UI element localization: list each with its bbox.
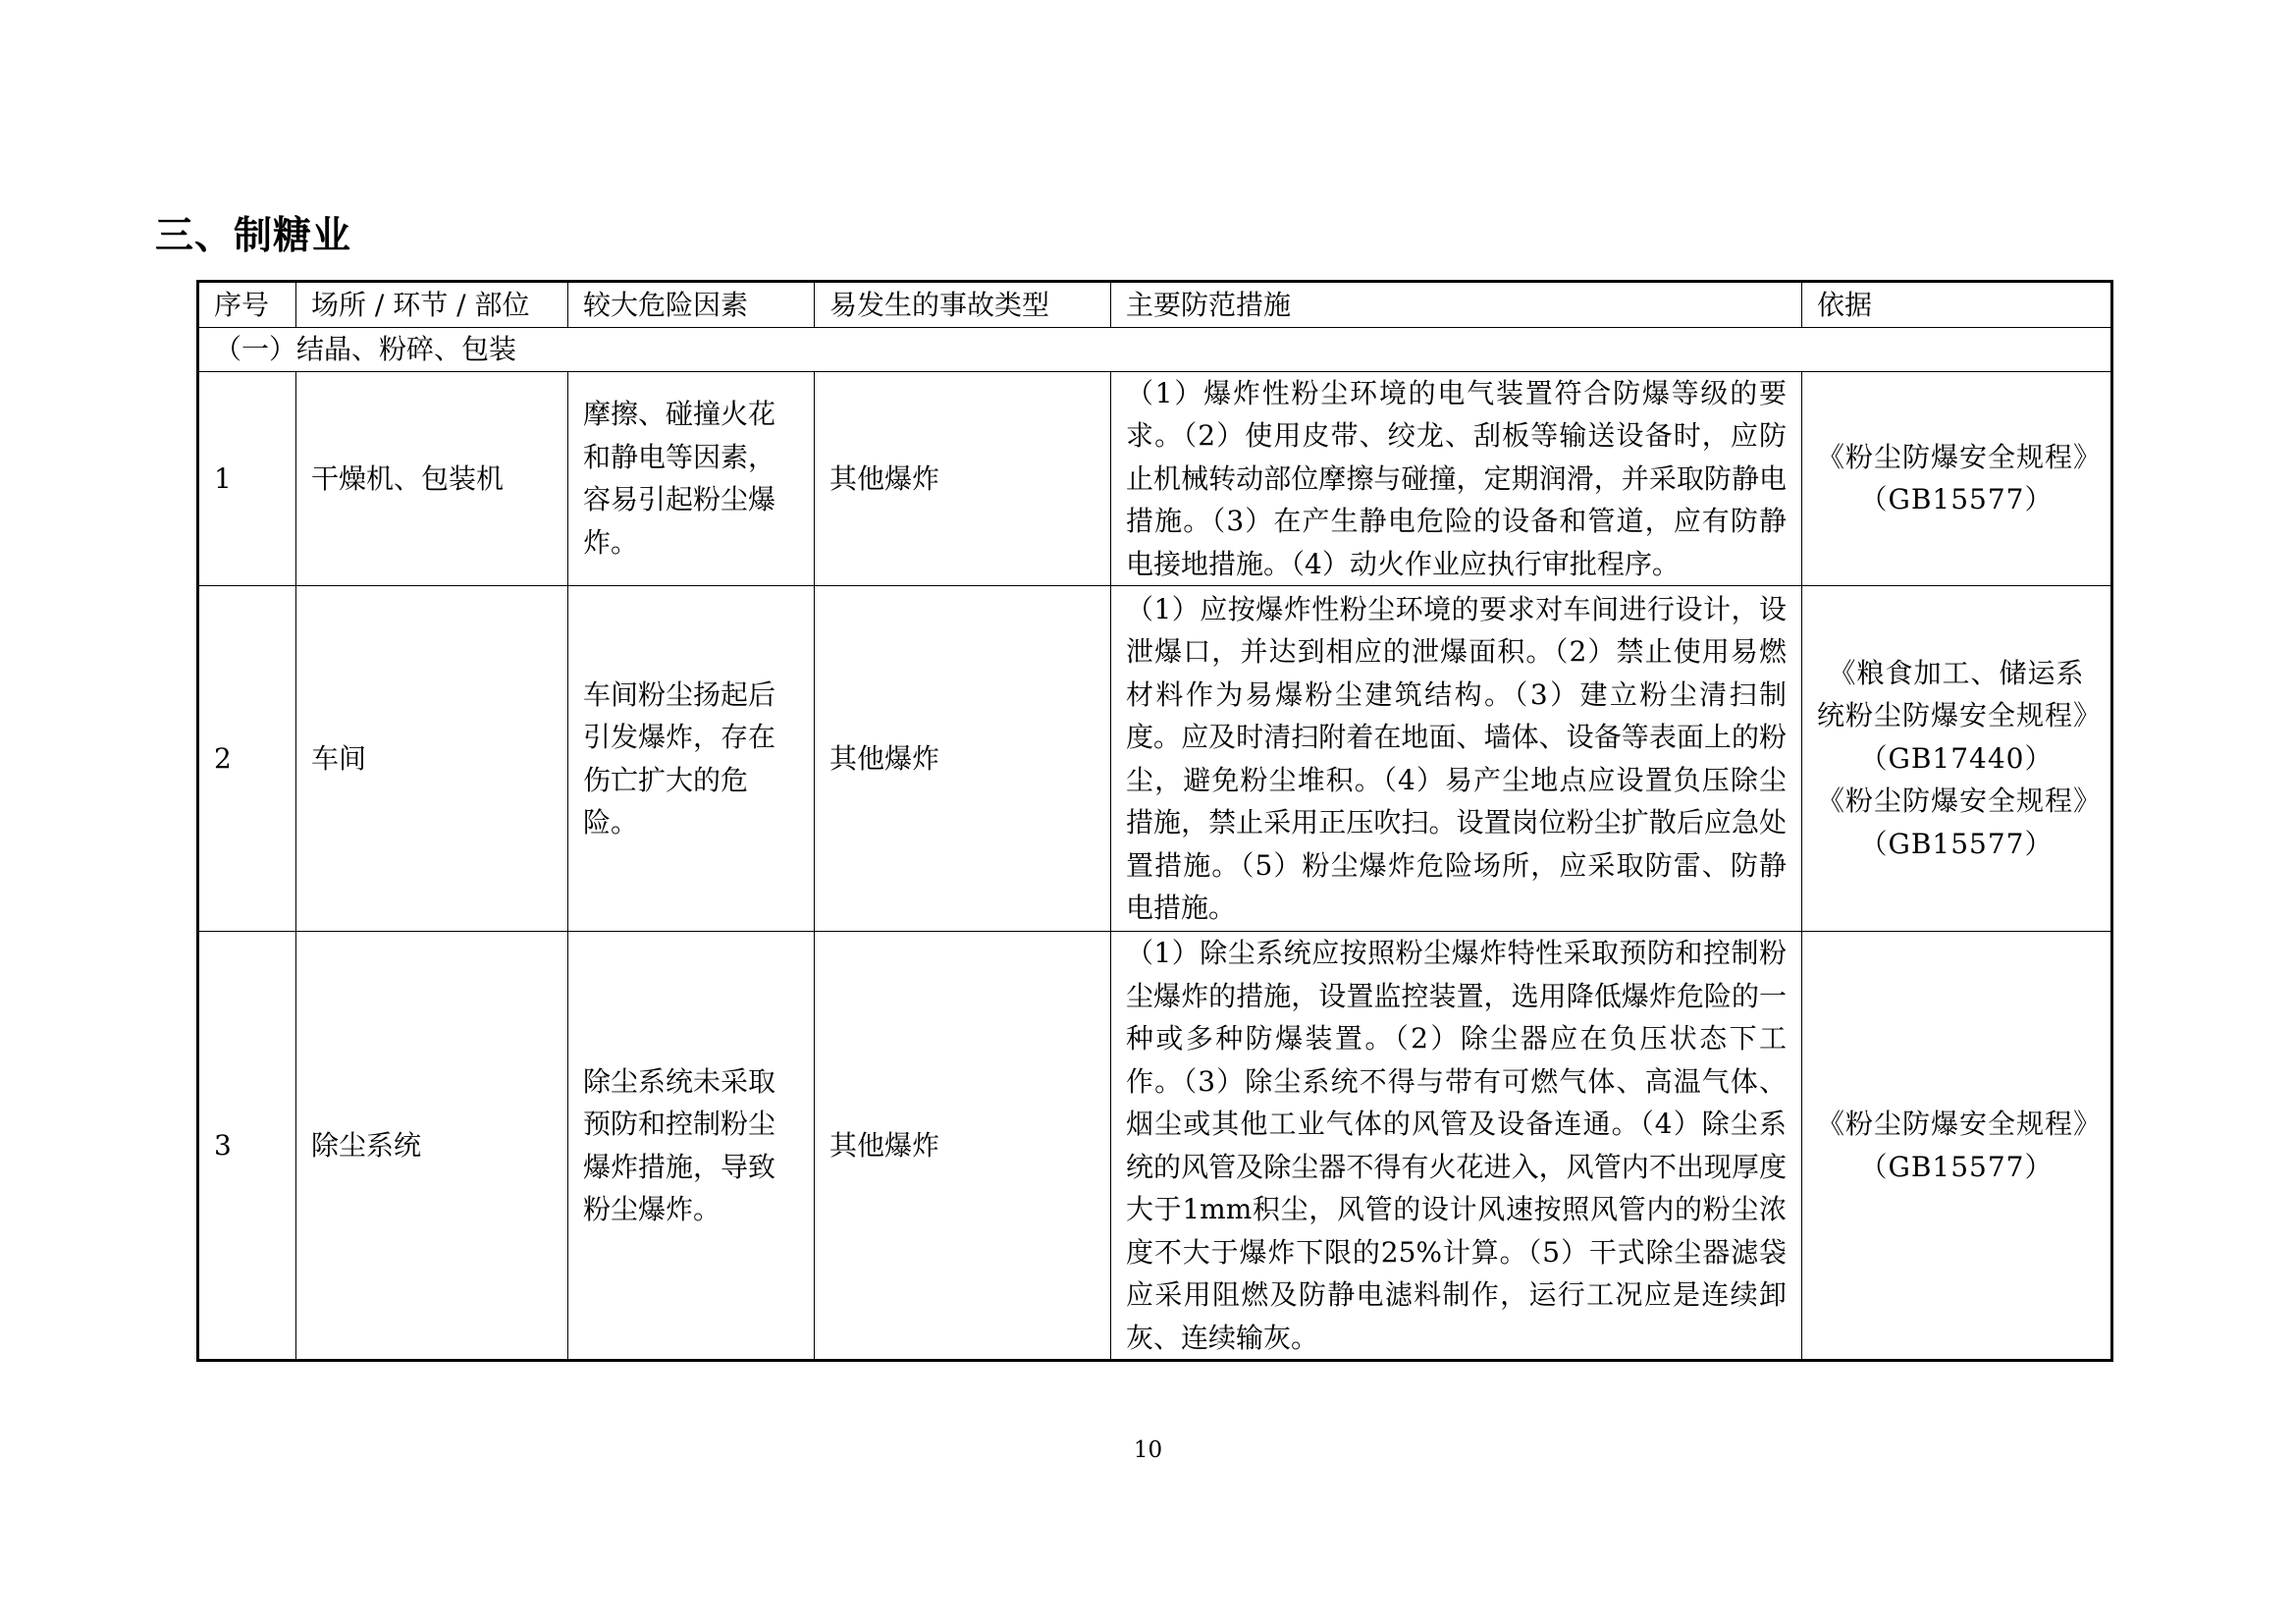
row-hazard: 车间粉尘扬起后引发爆炸，存在伤亡扩大的危险。 (568, 586, 815, 932)
basis-line: 《粉尘防爆安全规程》 (1817, 785, 2103, 818)
row-basis (1802, 932, 2112, 1361)
basis-line: （GB17440） (1859, 741, 2054, 775)
row-basis (1802, 371, 2112, 586)
basis-line: （GB15577） (1859, 827, 2054, 860)
row-hazard: 摩擦、碰撞火花和静电等因素，容易引起粉尘爆炸。 (568, 371, 815, 586)
page-number: 10 (1133, 1437, 1163, 1463)
row-measures: （1）除尘系统应按照粉尘爆炸特性采取预防和控制粉尘爆炸的措施，设置监控装置，选用降低爆炸危险的一种或多种防爆装置。（2）除尘器应在负压状态下工作。（3）除尘系统不得与带有可燃气体、高温气体、烟尘或其他工业气体的风管及设备连通。（4）除尘系统的风管及除尘器不得有火花进入，风管内不出现厚度大于1mm积尘，风管的设计风速按照风管内的粉尘浓度不大于爆炸下限的25%计算。（5）干式除尘器滤袋应采用阻燃及防静电滤料制作，运行工况应是连续卸灰、连续输灰。 (1111, 932, 1802, 1361)
hazard-table (196, 280, 2113, 1362)
table-row (198, 586, 2112, 932)
row-location: 除尘系统 (296, 932, 568, 1361)
row-measures: （1）爆炸性粉尘环境的电气装置符合防爆等级的要求。（2）使用皮带、绞龙、刮板等输送设备时，应防止机械转动部位摩擦与碰撞，定期润滑，并采取防静电措施。（3）在产生静电危险的设备和管道，应有防静电接地措施。（4）动火作业应执行审批程序。 (1111, 371, 1802, 586)
header-accident-type: 易发生的事故类型 (815, 282, 1111, 328)
row-basis (1802, 586, 2112, 932)
basis-line: 《粮食加工、储运系统粉尘防爆安全规程》 (1817, 656, 2103, 732)
row-accident-type: 其他爆炸 (815, 371, 1111, 586)
basis-line: 《粉尘防爆安全规程》 (1817, 440, 2103, 473)
table-row (198, 371, 2112, 586)
section-row (198, 328, 2112, 372)
basis-line: （GB15577） (1859, 483, 2054, 516)
table-row (198, 932, 2112, 1361)
header-basis: 依据 (1802, 282, 2112, 328)
section-heading: 三、制糖业 (155, 214, 352, 258)
row-hazard: 除尘系统未采取预防和控制粉尘爆炸措施，导致粉尘爆炸。 (568, 932, 815, 1361)
basis-line: （GB15577） (1859, 1150, 2054, 1183)
row-location: 干燥机、包装机 (296, 371, 568, 586)
row-seq: 1 (198, 371, 296, 586)
row-accident-type: 其他爆炸 (815, 586, 1111, 932)
row-seq: 2 (198, 586, 296, 932)
row-seq: 3 (198, 932, 296, 1361)
header-hazard: 较大危险因素 (568, 282, 815, 328)
header-measures: 主要防范措施 (1111, 282, 1802, 328)
basis-line: 《粉尘防爆安全规程》 (1817, 1108, 2103, 1140)
row-location: 车间 (296, 586, 568, 932)
table-header-row (198, 282, 2112, 328)
section-label: （一）结晶、粉碎、包装 (198, 328, 2112, 372)
row-measures: （1）应按爆炸性粉尘环境的要求对车间进行设计，设泄爆口，并达到相应的泄爆面积。（2）禁止使用易燃材料作为易爆粉尘建筑结构。（3）建立粉尘清扫制度。应及时清扫附着在地面、墙体、设备等表面上的粉尘，避免粉尘堆积。（4）易产尘地点应设置负压除尘措施，禁止采用正压吹扫。设置岗位粉尘扩散后应急处置措施。（5）粉尘爆炸危险场所，应采取防雷、防静电措施。 (1111, 586, 1802, 932)
header-location: 场所 / 环节 / 部位 (296, 282, 568, 328)
row-accident-type: 其他爆炸 (815, 932, 1111, 1361)
header-seq: 序号 (198, 282, 296, 328)
